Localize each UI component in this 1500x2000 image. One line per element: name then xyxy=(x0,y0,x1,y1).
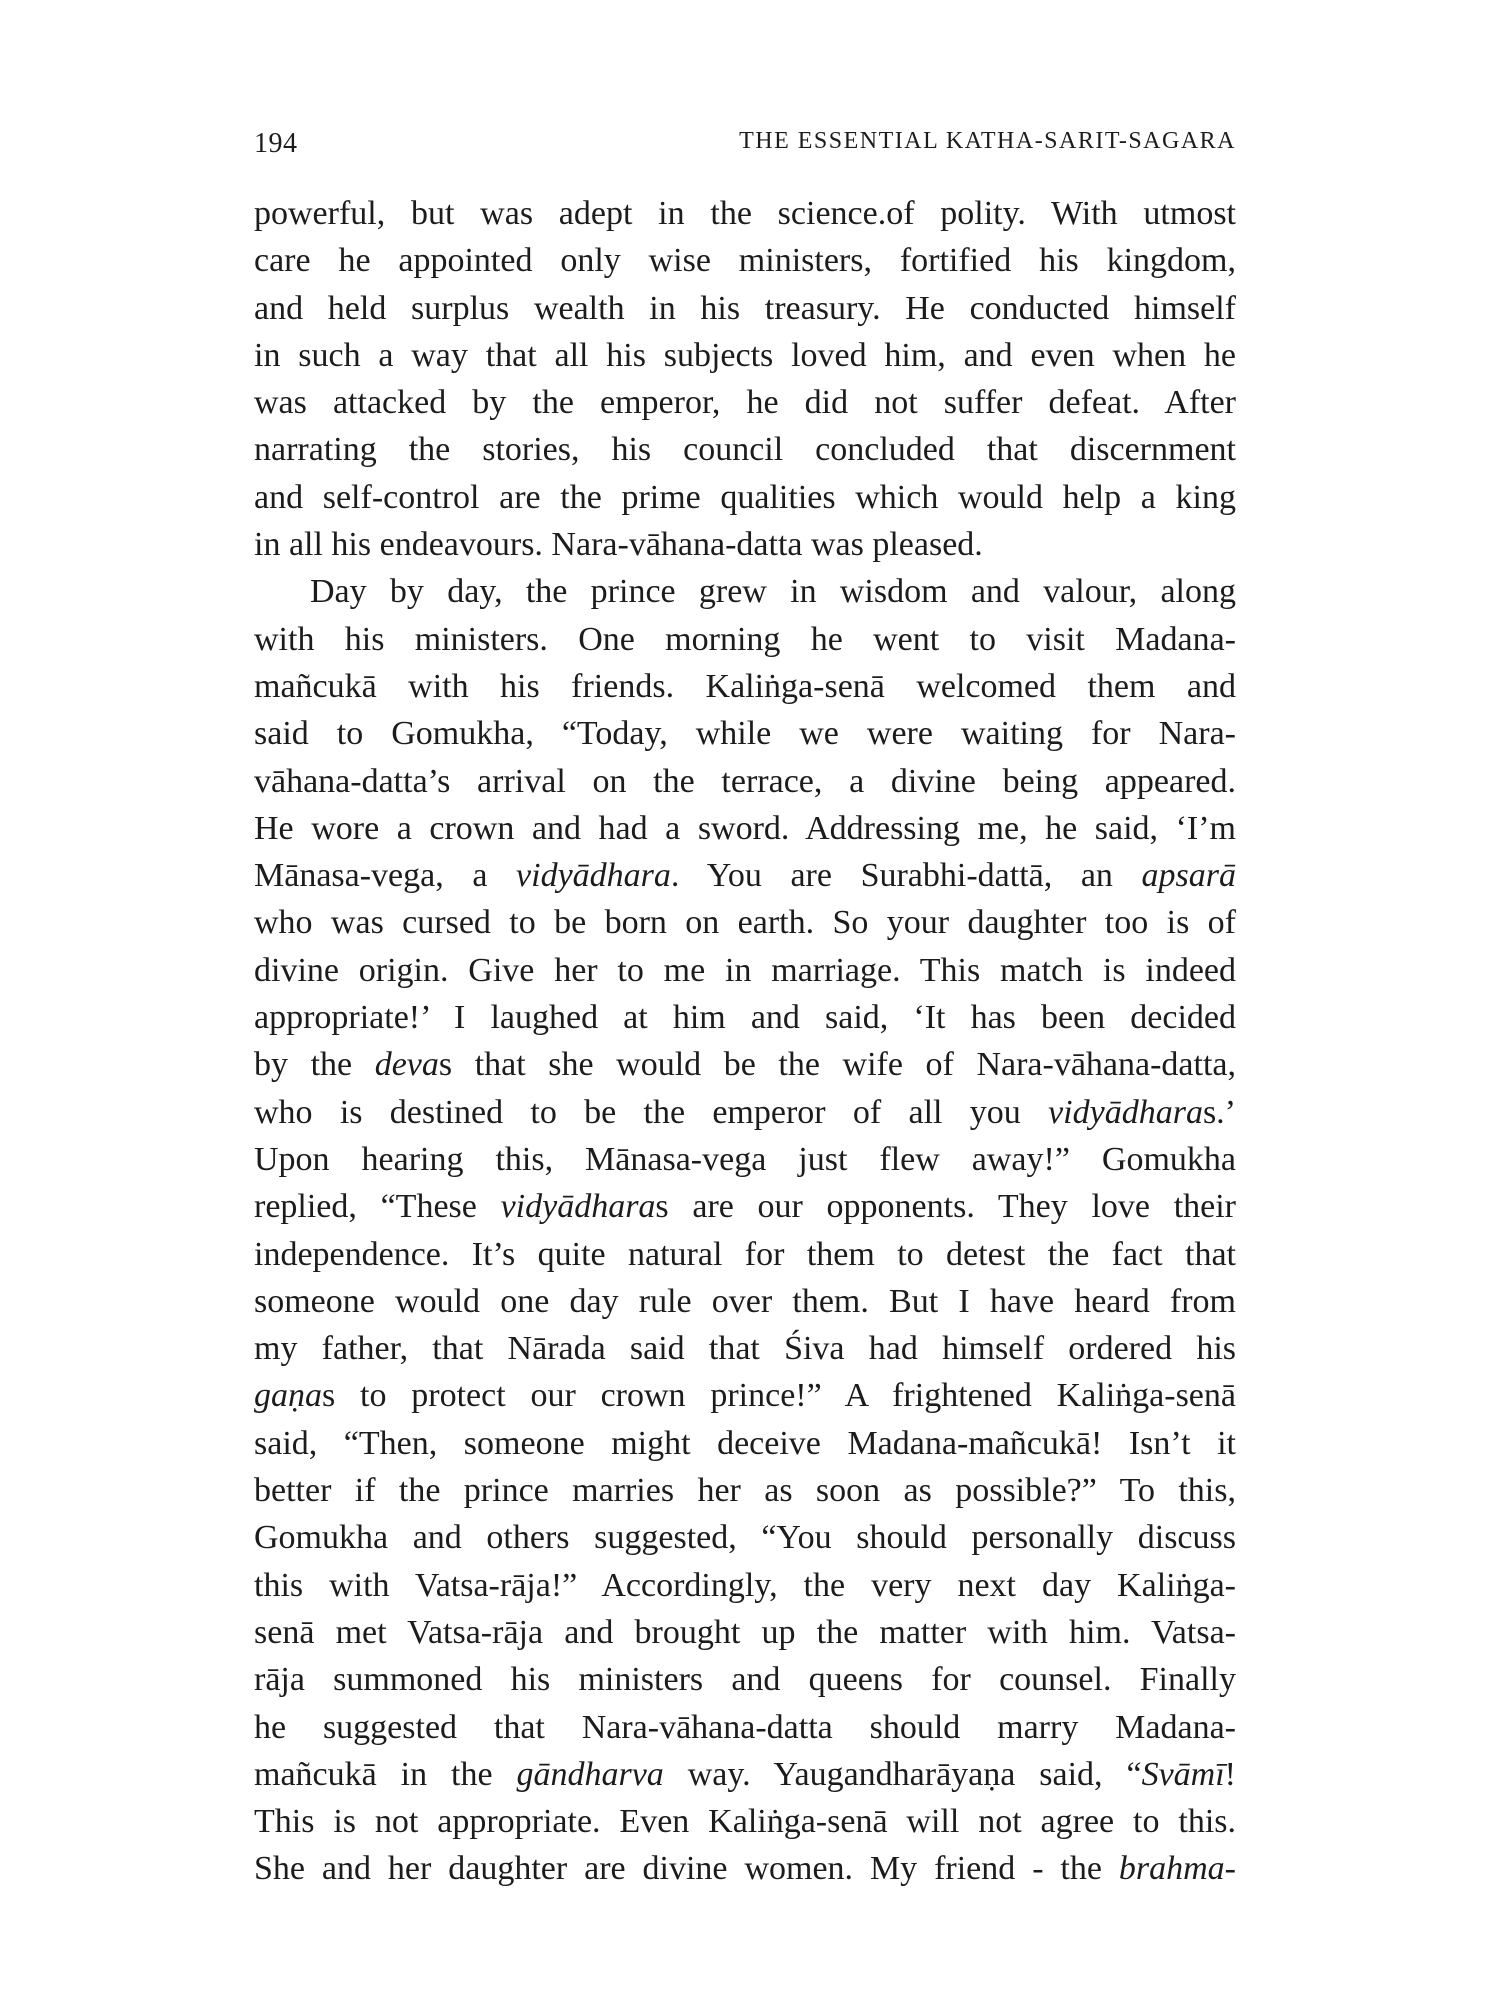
italic-term: apsarā xyxy=(1141,857,1236,895)
italic-term: Svāmī xyxy=(1141,1755,1225,1793)
italic-term: vidyādhara xyxy=(500,1188,656,1226)
italic-term: brahma- xyxy=(1118,1850,1236,1888)
text-line: mañcukā with his friends. Kaliṅga-senā welcomed them and xyxy=(254,667,1236,705)
text-line: who is destined to be the emperor of all you vidyādharas.’ xyxy=(254,1093,1236,1131)
text-line: my father, that Nārada said that Śiva had himself ordered his xyxy=(254,1330,1236,1368)
text-line: gaṇas to protect our crown prince!” A frightened Kaliṅga-senā xyxy=(254,1377,1236,1415)
italic-term: vidyādhara xyxy=(1048,1093,1203,1131)
text-line: Upon hearing this, Mānasa-vega just flew away!” Gomukha xyxy=(254,1140,1236,1178)
text-line: divine origin. Give her to me in marriage. This match is indeed xyxy=(254,951,1236,989)
text-line: narrating the stories, his council concluded that discernment xyxy=(254,431,1236,469)
text-line: replied, “These vidyādharas are our opponents. They love their xyxy=(254,1188,1236,1226)
text-line: in all his endeavours. Nara-vāhana-datta was pleased. xyxy=(254,526,983,564)
text-line: He wore a crown and had a sword. Addressing me, he said, ‘I’m xyxy=(254,809,1236,847)
text-line: by the devas that she would be the wife of Nara-vāhana-datta, xyxy=(254,1046,1236,1084)
italic-term: gāndharva xyxy=(516,1755,664,1793)
text-line: this with Vatsa-rāja!” Accordingly, the very next day Kaliṅga- xyxy=(254,1566,1236,1604)
text-line: care he appointed only wise ministers, fortified his kingdom, xyxy=(254,242,1236,280)
text-line: he suggested that Nara-vāhana-datta should marry Madana- xyxy=(254,1708,1236,1746)
text-line: and self-control are the prime qualities which would help a king xyxy=(254,478,1236,516)
italic-term: gaṇa xyxy=(254,1377,322,1415)
book-title: THE ESSENTIAL KATHA-SARIT-SAGARA xyxy=(739,128,1236,154)
text-line: someone would one day rule over them. But I have heard from xyxy=(254,1282,1236,1320)
text-line: said to Gomukha, “Today, while we were waiting for Nara- xyxy=(254,715,1236,753)
text-line: said, “Then, someone might deceive Madana-mañcukā! Isn’t it xyxy=(254,1424,1236,1462)
text-line: Mānasa-vega, a vidyādhara. You are Surabhi-dattā, an apsarā xyxy=(254,857,1236,895)
text-line: mañcukā in the gāndharva way. Yaugandharāyaṇa said, “Svāmī! xyxy=(254,1755,1236,1793)
text-line: She and her daughter are divine women. My friend - the brahma- xyxy=(254,1850,1236,1888)
text-line: Day by day, the prince grew in wisdom and valour, along xyxy=(310,573,1236,611)
body-text xyxy=(254,190,1236,1893)
text-line: senā met Vatsa-rāja and brought up the matter with him. Vatsa- xyxy=(254,1613,1236,1651)
italic-term: deva xyxy=(374,1046,439,1084)
text-line: independence. It’s quite natural for them to detest the fact that xyxy=(254,1235,1236,1273)
text-line: vāhana-datta’s arrival on the terrace, a divine being appeared. xyxy=(254,762,1236,800)
text-line: This is not appropriate. Even Kaliṅga-senā will not agree to this. xyxy=(254,1803,1236,1841)
text-line: better if the prince marries her as soon as possible?” To this, xyxy=(254,1472,1236,1510)
running-head xyxy=(254,128,1236,168)
text-line: who was cursed to be born on earth. So your daughter too is of xyxy=(254,904,1236,942)
text-line: Gomukha and others suggested, “You should personally discuss xyxy=(254,1519,1236,1557)
text-line: was attacked by the emperor, he did not suffer defeat. After xyxy=(254,384,1236,422)
text-line: powerful, but was adept in the science.of polity. With utmost xyxy=(254,195,1236,232)
text-line: and held surplus wealth in his treasury. He conducted himself xyxy=(254,289,1236,327)
page-number: 194 xyxy=(254,128,298,159)
text-line: in such a way that all his subjects loved him, and even when he xyxy=(254,336,1236,374)
text-line: appropriate!’ I laughed at him and said, ‘It has been decided xyxy=(254,999,1236,1037)
text-line: with his ministers. One morning he went to visit Madana- xyxy=(254,620,1236,658)
text-line: rāja summoned his ministers and queens for counsel. Finally xyxy=(254,1661,1236,1699)
italic-term: vidyādhara xyxy=(516,857,671,895)
